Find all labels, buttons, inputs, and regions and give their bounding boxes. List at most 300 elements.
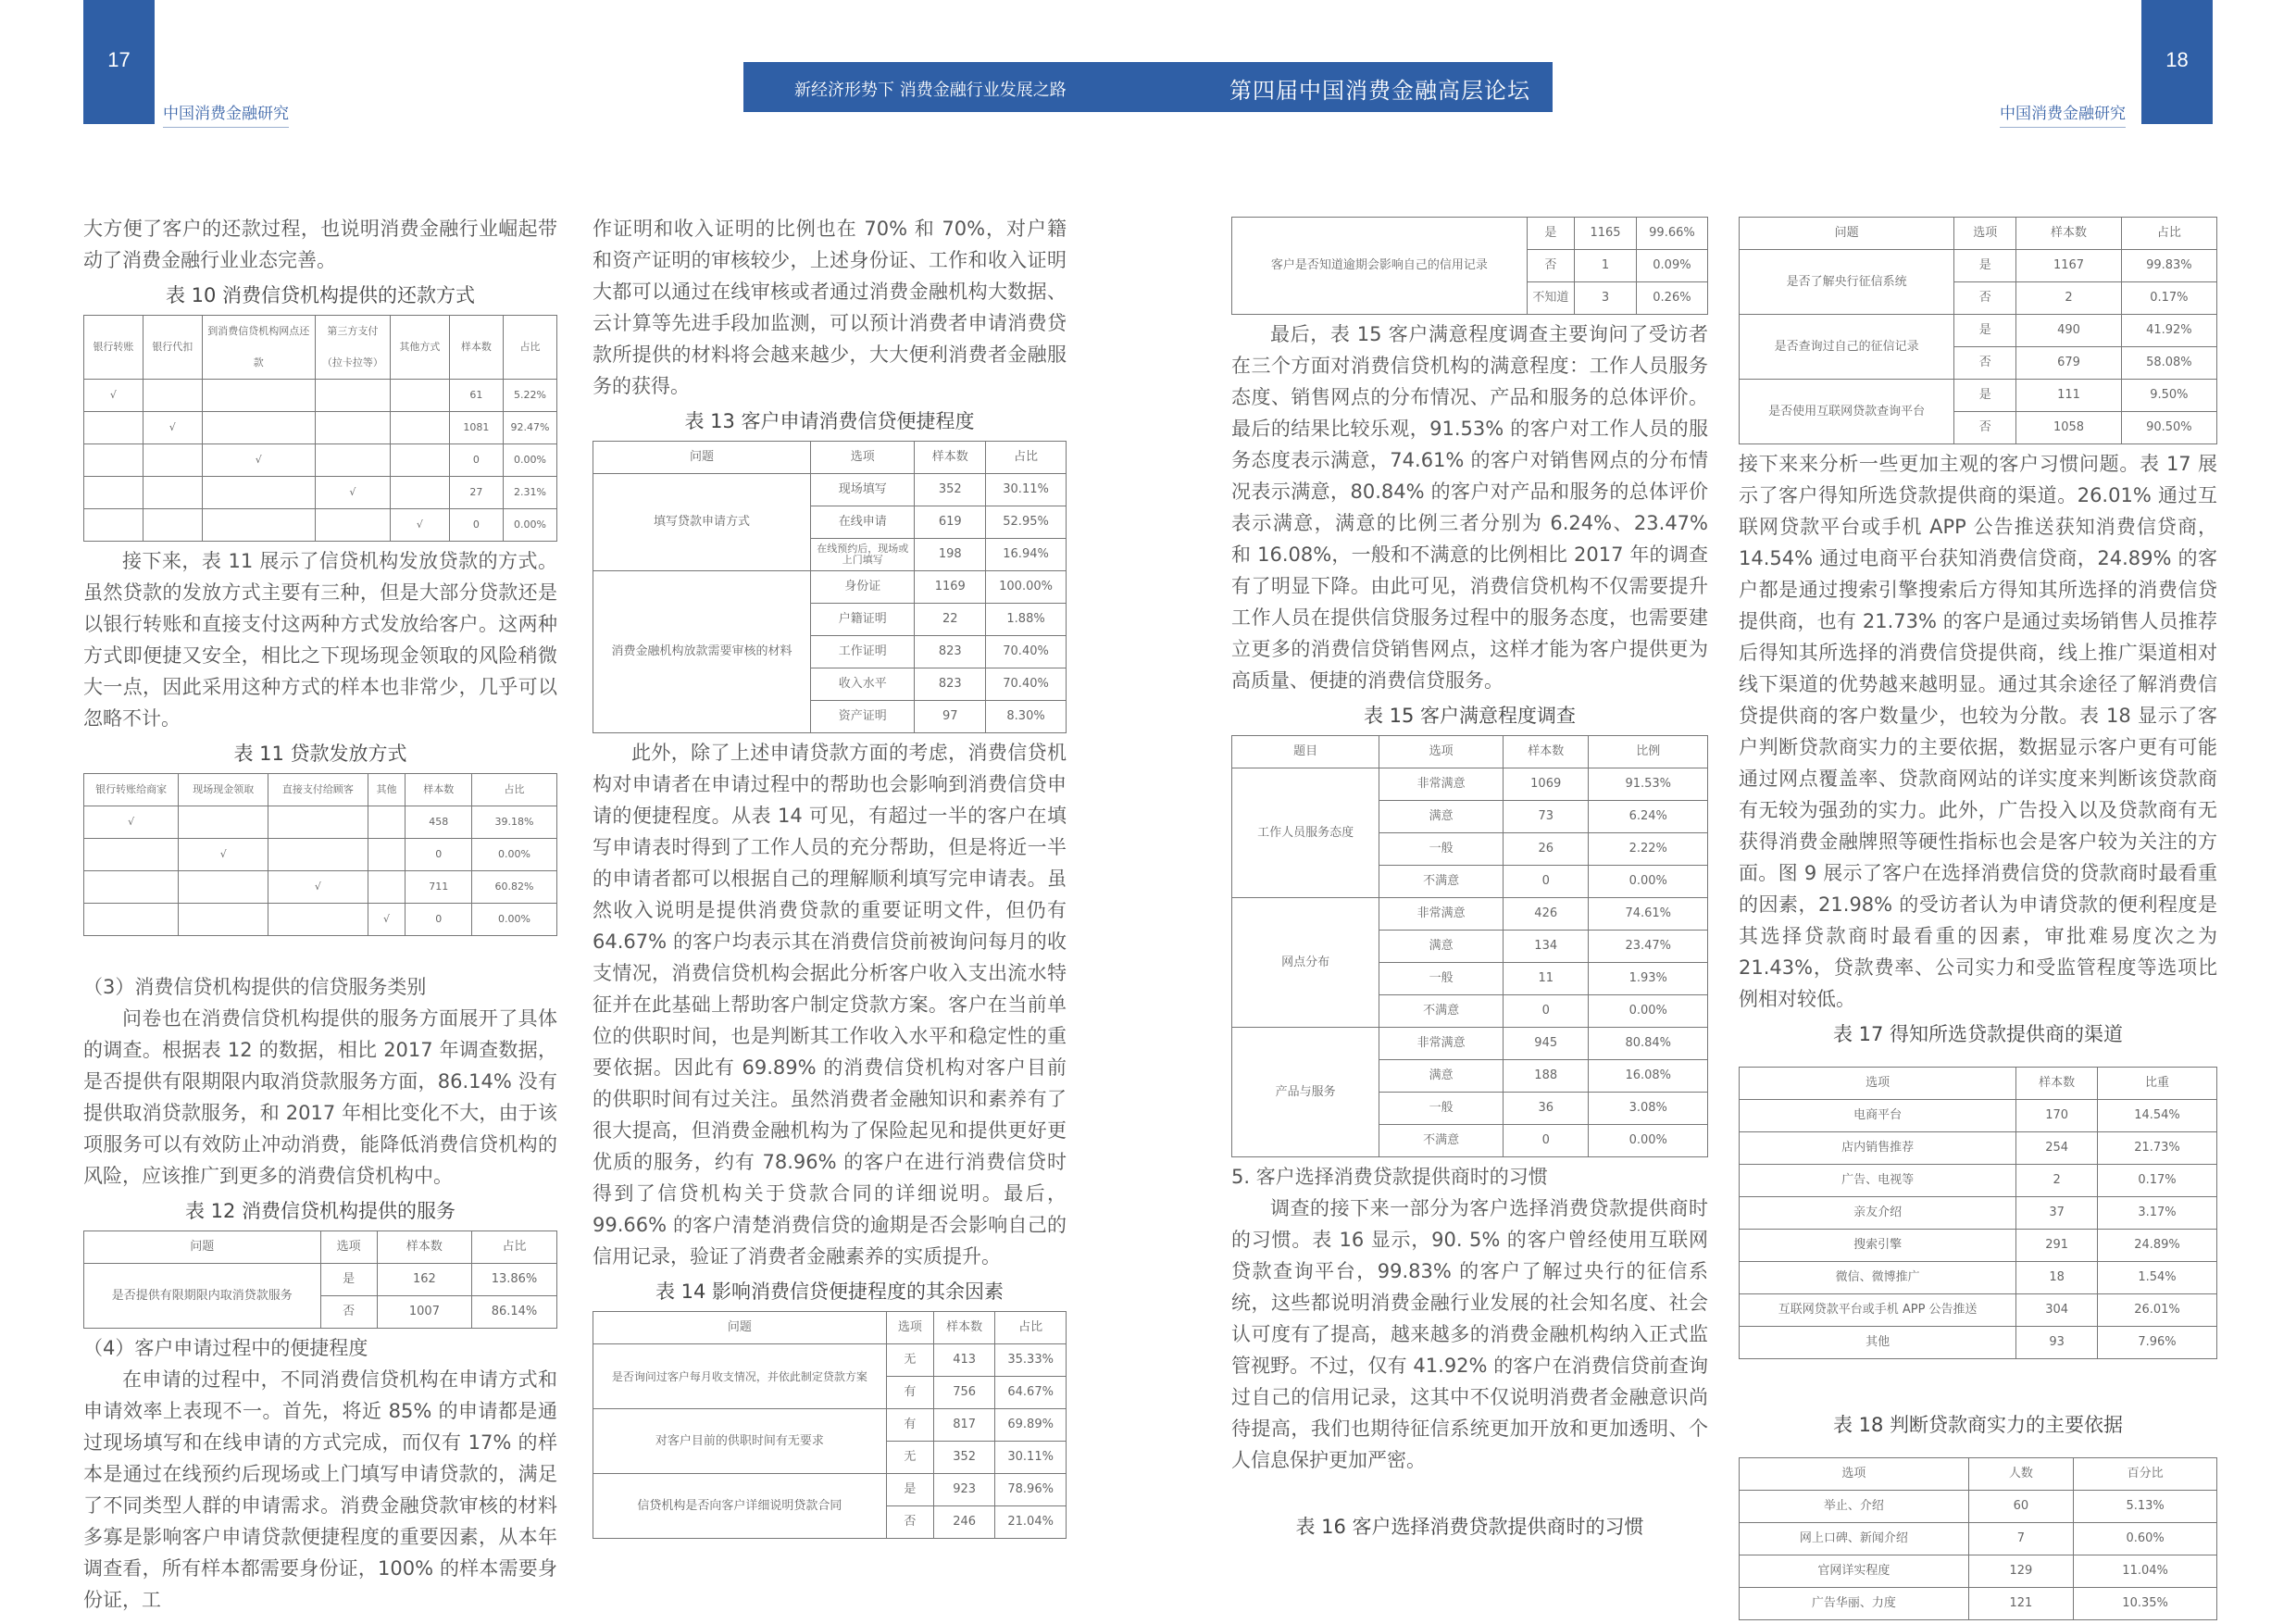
table-cell: 413 [933, 1344, 994, 1377]
table-row [84, 806, 557, 839]
table-cell: 923 [933, 1474, 994, 1506]
table-header: 选项 [1740, 1458, 1969, 1491]
table-cell: 在线申请 [811, 506, 915, 539]
table-cell: 广告华丽、力度 [1740, 1588, 1969, 1620]
table-15-title: 表 15 客户满意程度调查 [1363, 705, 1577, 727]
table-cell: 80.84% [1589, 1028, 1708, 1060]
brand-left: 中国消费金融研究 [163, 100, 289, 128]
table-cell: 711 [406, 871, 472, 904]
table-cell: 78.96% [995, 1474, 1067, 1506]
table-cell: √ [268, 871, 368, 904]
table-header: 选项 [1379, 736, 1504, 768]
table-cell: 0 [1503, 995, 1589, 1028]
table-header: 银行转账给商家 [84, 774, 179, 806]
table-14-title: 表 14 影响消费信贷便捷程度的其余因素 [655, 1280, 1004, 1303]
table-row [593, 474, 1067, 506]
table-cell [315, 412, 390, 444]
table-15 [1231, 735, 1708, 1157]
table-cell: 否 [1527, 250, 1574, 282]
table-cell: 是否提供有限期限内取消贷款服务 [84, 1264, 321, 1329]
table-cell: 619 [915, 506, 986, 539]
table-cell: 426 [1503, 898, 1589, 931]
paragraph: 接下来，表 11 展示了信贷机构发放贷款的方式。虽然贷款的发放方式主要有三种，但是大部分贷款还是以银行转账和直接支付这两种方式发放给客户。这两种方式即便捷又安全，相比之下现场现金领取的风险稍微大一点，因此采用这种方式的样本也非常少，几乎可以忽略不计。 [83, 550, 557, 730]
column-2 [593, 213, 1067, 1543]
table-cell [179, 871, 268, 904]
table-cell: 有 [886, 1377, 933, 1409]
table-cell: 5.13% [2074, 1491, 2217, 1523]
paragraph: 在申请的过程中，不同消费信贷机构在申请方式和申请效率上表现不一。首先，将近 85% 的申请都是通过现场填写和在线申请的方式完成，而仅有 17% 的样本是通过在线预约后现场或上门填写申请贷款的，满足了不同类型人群的申请需求。消费金融贷款审核的材料多寡是影响客户申请贷款便捷程度的重要因素，从本年调查看，所有样本都需要身份证，100% 的样本需要身份证，工 [83, 1368, 557, 1611]
table-cell: 一般 [1379, 963, 1504, 995]
table-cell: 0 [449, 444, 503, 477]
table-cell: 搜索引擎 [1740, 1230, 2016, 1262]
table-cell: 否 [1954, 412, 2016, 444]
table-cell: 是 [1954, 250, 2016, 282]
table-cell [143, 477, 202, 509]
table-header: 占比 [472, 1231, 557, 1264]
table-cell [84, 477, 144, 509]
table-cell: 无 [886, 1442, 933, 1474]
header-banner [743, 62, 1553, 112]
table-cell: 111 [2016, 380, 2122, 412]
table-cell: 99.83% [2121, 250, 2216, 282]
table-cell: 823 [915, 636, 986, 668]
table-cell: 26 [1503, 833, 1589, 866]
table-cell: 是否了解央行征信系统 [1740, 250, 1954, 315]
table-cell: 170 [2016, 1100, 2098, 1132]
table-cell: √ [368, 904, 406, 936]
table-header: 占比 [995, 1312, 1067, 1344]
table-cell: 1169 [915, 571, 986, 604]
table-cell: 188 [1503, 1060, 1589, 1093]
table-row [593, 1409, 1067, 1442]
table-12 [83, 1230, 557, 1329]
table-12-title: 表 12 消费信贷机构提供的服务 [184, 1200, 456, 1222]
paragraph: 接下来来分析一些更加主观的客户习惯问题。表 17 展示了客户得知所选贷款提供商的渠道。26.01% 通过互联网贷款平台或手机 APP 公告推送获知消费信贷商，14.54% 通过电商平台获知消费信贷商，24.89% 的客户都是通过搜索引擎搜索后方得知其所选择的消费信贷提供商，也有 21.73% 的客户是通过卖场销售人员推荐后得知其所选择的消费信贷提供商，线上推广渠道相对线下渠道的优势越来越明显。通过其余途径了解消费信贷提供商的客户数量少，也较为分散。表 18 显示了客户判断贷款商实力的主要依据，数据显示客户更有可能通过网点覆盖率、贷款商网站的详实度来判断该贷款商有无较为强劲的实力。此外，广告投入以及贷款商有无获得消费金融牌照等硬性指标也会是客户较为关注的方面。图 9 展示了客户在选择消费信贷的贷款商时最看重的因素，21.98% 的受访者认为申请贷款的便利程度是其选择贷款商时最看重的因素，审批难易度次之为 21.43%，贷款费率、公司实力和受监管程度等选项比例相对较低。 [1739, 453, 2217, 1010]
table-cell: 0 [406, 839, 472, 871]
table-cell: 254 [2016, 1132, 2098, 1165]
table-cell: 3.17% [2097, 1197, 2216, 1230]
table-cell: √ [84, 806, 179, 839]
table-cell: 电商平台 [1740, 1100, 2016, 1132]
table-cell [368, 839, 406, 871]
table-header: 题目 [1232, 736, 1379, 768]
section-heading: 5. 客户选择消费贷款提供商时的习惯 [1231, 1166, 1548, 1188]
section-heading: （4）客户申请过程中的便捷程度 [83, 1337, 368, 1359]
table-14 [593, 1311, 1067, 1539]
table-cell: 756 [933, 1377, 994, 1409]
table-cell: 非常满意 [1379, 768, 1504, 801]
table-cell: 817 [933, 1409, 994, 1442]
table-cell: 13.86% [472, 1264, 557, 1296]
table-cell: 6.24% [1589, 801, 1708, 833]
table-header: 选项 [886, 1312, 933, 1344]
table-cell: 0 [1503, 866, 1589, 898]
table-13 [593, 441, 1067, 733]
table-cell: 工作人员服务态度 [1232, 768, 1379, 898]
table-row [1740, 1165, 2217, 1197]
table-cell: 网点分布 [1232, 898, 1379, 1028]
table-cell: 非常满意 [1379, 898, 1504, 931]
table-cell: 是 [1954, 315, 2016, 347]
table-cell: 246 [933, 1506, 994, 1539]
table-cell [390, 380, 449, 412]
table-header: 问题 [84, 1231, 321, 1264]
table-cell: 对客户目前的供职时间有无要求 [593, 1409, 887, 1474]
table-cell: 23.47% [1589, 931, 1708, 963]
table-cell: 93 [2016, 1327, 2098, 1359]
table-cell [315, 509, 390, 542]
table-row [1740, 1588, 2217, 1620]
table-cell: 0.00% [1589, 1125, 1708, 1157]
table-header: 占比 [986, 442, 1067, 474]
table-cell [390, 477, 449, 509]
table-row [593, 1474, 1067, 1506]
table-cell [202, 477, 315, 509]
table-cell: 是 [1527, 218, 1574, 250]
table-cell [268, 839, 368, 871]
table-cell [390, 444, 449, 477]
table-cell: 产品与服务 [1232, 1028, 1379, 1157]
table-cell [315, 380, 390, 412]
table-row [84, 412, 557, 444]
table-header: 占比 [471, 774, 556, 806]
table-cell: 92.47% [503, 412, 556, 444]
table-cell: 0.60% [2074, 1523, 2217, 1555]
table-row [1740, 1230, 2217, 1262]
table-cell: 1.54% [2097, 1262, 2216, 1294]
table-cell: 3 [1575, 282, 1637, 315]
table-header: 样本数 [915, 442, 986, 474]
table-cell: 是否使用互联网贷款查询平台 [1740, 380, 1954, 444]
table-cell: 22 [915, 604, 986, 636]
table-row [1740, 1100, 2217, 1132]
table-cell: 16.08% [1589, 1060, 1708, 1093]
section-heading: （3）消费信贷机构提供的信贷服务类别 [83, 976, 427, 998]
table-header: 其他 [368, 774, 406, 806]
table-cell: 互联网贷款平台或手机 APP 公告推送 [1740, 1294, 2016, 1327]
table-cell: 91.53% [1589, 768, 1708, 801]
table-cell: 11.04% [2074, 1555, 2217, 1588]
table-cell [179, 806, 268, 839]
table-header: 样本数 [1503, 736, 1589, 768]
table-cell: 1069 [1503, 768, 1589, 801]
table-row [1740, 1523, 2217, 1555]
table-cell: 70.40% [986, 668, 1067, 701]
table-cell: 满意 [1379, 931, 1504, 963]
table-cell: 60.82% [471, 871, 556, 904]
table-11-title: 表 11 贷款发放方式 [233, 743, 407, 765]
table-cell: 304 [2016, 1294, 2098, 1327]
table-cell [84, 904, 179, 936]
table-row [1740, 250, 2217, 282]
paragraph: 此外，除了上述申请贷款方面的考虑，消费信贷机构对申请者在申请过程中的帮助也会影响到消费信贷申请的便捷程度。从表 14 可见，有超过一半的客户在填写申请表时得到了工作人员的充分帮助，但是将近一半的申请者都可以根据自己的理解顺利填写完申请表。虽然收入说明是提供消费贷款的重要证明文件，但仍有 64.67% 的客户均表示其在消费信贷前被询问每月的收支情况，消费信贷机构会据此分析客户收入支出流水特征并在此基础上帮助客户制定贷款方案。客户在当前单位的供职时间，也是判断其工作收入水平和稳定性的重要依据。因此有 69.89% 的消费信贷机构对客户目前的供职时间有过关注。虽然消费者金融知识和素养有了很大提高，但消费金融机构为了保险起见和提供更好更优质的服务，约有 78.96% 的客户在进行消费信贷时得到了信贷机构关于贷款合同的详细说明。最后，99.66% 的客户清楚消费信贷的逾期是否会影响自己的信用记录，验证了消费者金融素养的实质提升。 [593, 742, 1067, 1268]
paragraph: 作证明和收入证明的比例也在 70% 和 70%，对户籍和资产证明的审核较少，上述身份证、工作和收入证明大都可以通过在线审核或者通过消费金融机构大数据、云计算等先进手段加监测，可以预计消费者申请消费贷款所提供的材料将会越来越少，大大便利消费者金融服务的获得。 [593, 218, 1067, 397]
table-cell: 490 [2016, 315, 2122, 347]
table-10-title: 表 10 消费信贷机构提供的还款方式 [165, 284, 476, 306]
table-row [84, 509, 557, 542]
table-cell: √ [179, 839, 268, 871]
table-cell: 291 [2016, 1230, 2098, 1262]
table-header: 样本数 [449, 316, 503, 380]
table-header: 比例 [1589, 736, 1708, 768]
table-row [84, 871, 557, 904]
table-row [1232, 1028, 1708, 1060]
table-header: 选项 [811, 442, 915, 474]
banner-subtitle: 新经济形势下 消费金融行业发展之路 [794, 81, 1067, 100]
table-16 [1739, 217, 2217, 444]
table-row [1232, 218, 1708, 250]
table-header: 占比 [503, 316, 556, 380]
column-1 [83, 213, 557, 1616]
table-cell [84, 444, 144, 477]
table-cell: 73 [1503, 801, 1589, 833]
table-cell: 是否查询过自己的征信记录 [1740, 315, 1954, 380]
table-cell: 户籍证明 [811, 604, 915, 636]
table-row [1740, 315, 2217, 347]
table-cell: 满意 [1379, 801, 1504, 833]
table-cell: 无 [886, 1344, 933, 1377]
table-cell: 5.22% [503, 380, 556, 412]
table-cell: 否 [1954, 347, 2016, 380]
table-header: 直接支付给顾客 [268, 774, 368, 806]
table-cell: 广告、电视等 [1740, 1165, 2016, 1197]
table-cell: 填写贷款申请方式 [593, 474, 811, 571]
table-cell: 在线预约后，现场或上门填写 [811, 539, 915, 571]
table-row [1740, 380, 2217, 412]
table-cell: 1165 [1575, 218, 1637, 250]
table-cell [84, 509, 144, 542]
table-cell: 11 [1503, 963, 1589, 995]
table-cell: 1.93% [1589, 963, 1708, 995]
table-cell: 0.00% [1589, 866, 1708, 898]
table-18 [1739, 1457, 2217, 1620]
table-header: 到消费信贷机构网点还款 [202, 316, 315, 380]
table-cell: 不满意 [1379, 1125, 1504, 1157]
table-cell: 是否询问过客户每月收支情况，并依此制定贷款方案 [593, 1344, 887, 1409]
table-cell: 官网详实程度 [1740, 1555, 1969, 1588]
table-row [84, 477, 557, 509]
table-cell: 举止、介绍 [1740, 1491, 1969, 1523]
table-cell [84, 839, 179, 871]
table-cell: 679 [2016, 347, 2122, 380]
table-header: 样本数 [2016, 1068, 2098, 1100]
table-cell: 90.50% [2121, 412, 2216, 444]
table-cell [390, 412, 449, 444]
table-cell: 39.18% [471, 806, 556, 839]
table-cell: 24.89% [2097, 1230, 2216, 1262]
table-row [1232, 768, 1708, 801]
table-row [1740, 1262, 2217, 1294]
table-cell: 41.92% [2121, 315, 2216, 347]
table-cell [268, 806, 368, 839]
table-cell: 微信、微博推广 [1740, 1262, 2016, 1294]
table-cell: 0.00% [471, 904, 556, 936]
brand-right: 中国消费金融研究 [2000, 100, 2126, 128]
table-header: 其他方式 [390, 316, 449, 380]
table-row [1740, 1555, 2217, 1588]
table-16-title: 表 16 客户选择消费贷款提供商时的习惯 [1295, 1516, 1644, 1538]
table-cell: 网上口碑、新闻介绍 [1740, 1523, 1969, 1555]
table-cell: 是 [1954, 380, 2016, 412]
column-4 [1739, 217, 2217, 1624]
table-cell: 16.94% [986, 539, 1067, 571]
table-header: 问题 [593, 442, 811, 474]
table-header: 银行代扣 [143, 316, 202, 380]
table-cell [368, 806, 406, 839]
table-cell: 69.89% [995, 1409, 1067, 1442]
table-cell: 是 [886, 1474, 933, 1506]
table-cell: 823 [915, 668, 986, 701]
table-cell: 是 [320, 1264, 377, 1296]
table-cell: 现场填写 [811, 474, 915, 506]
table-cell: 不满意 [1379, 995, 1504, 1028]
table-cell: 61 [449, 380, 503, 412]
table-cell: 消费金融机构放款需要审核的材料 [593, 571, 811, 733]
table-cell: 否 [886, 1506, 933, 1539]
table-cell [202, 412, 315, 444]
table-cell: 工作证明 [811, 636, 915, 668]
table-cell: 9.50% [2121, 380, 2216, 412]
banner-title: 第四届中国消费金融高层论坛 [1229, 78, 1530, 104]
table-cell: 1167 [2016, 250, 2122, 282]
table-header: 选项 [1954, 218, 2016, 250]
table-cell [143, 444, 202, 477]
table-cell: 0.00% [1589, 995, 1708, 1028]
table-cell: 否 [320, 1296, 377, 1329]
table-cell: 8.30% [986, 701, 1067, 733]
table-cell: 1.88% [986, 604, 1067, 636]
table-cell [315, 444, 390, 477]
table-cell: 满意 [1379, 1060, 1504, 1093]
table-row [84, 444, 557, 477]
table-header: 现场现金领取 [179, 774, 268, 806]
table-cell: 35.33% [995, 1344, 1067, 1377]
table-cell: 458 [406, 806, 472, 839]
table-row [1740, 1327, 2217, 1359]
table-cell: 亲友介绍 [1740, 1197, 2016, 1230]
page-number-right: 18 [2141, 0, 2213, 124]
table-cell: 0 [406, 904, 472, 936]
table-18-title: 表 18 判断贷款商实力的主要依据 [1832, 1414, 2124, 1436]
table-cell: 7 [1968, 1523, 2074, 1555]
table-cell: 3.08% [1589, 1093, 1708, 1125]
table-row [1740, 1197, 2217, 1230]
table-cell: 14.54% [2097, 1100, 2216, 1132]
table-header: 占比 [2121, 218, 2216, 250]
column-3 [1231, 217, 1708, 1546]
table-row [1740, 1294, 2217, 1327]
table-cell [84, 412, 144, 444]
paragraph: 最后，表 15 客户满意程度调查主要询问了受访者在三个方面对消费信贷机构的满意程度：工作人员服务态度、销售网点的分布情况、产品和服务的总体评价。最后的结果比较乐观，91.53% 的客户对工作人员的服务态度表示满意，74.61% 的客户对销售网点的分布情况表示满意，80.84% 的客户对产品和服务的总体评价表示满意，满意的比例三者分别为 6.24%、23.47% 和 16.08%，一般和不满意的比例相比 2017 年的调查有了明显下降。由此可见，消费信贷机构不仅需要提升工作人员在提供信贷服务过程中的服务态度，也需要建立更多的消费信贷销售网点，这样才能为客户提供更为高质量、便捷的消费信贷服务。 [1231, 323, 1708, 692]
table-row [84, 1264, 557, 1296]
table-cell: 64.67% [995, 1377, 1067, 1409]
table-cell: 非常满意 [1379, 1028, 1504, 1060]
table-cell: √ [390, 509, 449, 542]
table-cell: 0.00% [503, 509, 556, 542]
table-10 [83, 315, 557, 542]
table-header: 样本数 [406, 774, 472, 806]
table-cell: 否 [1954, 282, 2016, 315]
table-cell: 30.11% [995, 1442, 1067, 1474]
table-cell: 134 [1503, 931, 1589, 963]
table-header: 样本数 [2016, 218, 2122, 250]
table-cell: 18 [2016, 1262, 2098, 1294]
table-row [84, 904, 557, 936]
table-cell: 70.40% [986, 636, 1067, 668]
table-row [593, 1344, 1067, 1377]
table-cell: 0.00% [503, 444, 556, 477]
paragraph: 调查的接下来一部分为客户选择消费贷款提供商时的习惯。表 16 显示，90. 5% 的客户曾经使用互联网贷款查询平台，99.83% 的客户了解过央行的征信系统，这些都说明消费金融行业发展的社会知名度、社会认可度有了提高，越来越多的消费金融机构纳入正式监管视野。不过，仅有 41.92% 的客户在消费信贷前查询过自己的信用记录，这其中不仅说明消费者金融意识尚待提高，我们也期待征信系统更加开放和更加透明、个人信息保护更加严密。 [1231, 1197, 1708, 1471]
table-cell [202, 380, 315, 412]
table-cell: 121 [1968, 1588, 2074, 1620]
table-row [1232, 898, 1708, 931]
table-cell: 2.22% [1589, 833, 1708, 866]
table-cell: 352 [933, 1442, 994, 1474]
table-11 [83, 773, 557, 936]
table-cell: 1081 [449, 412, 503, 444]
table-header: 银行转账 [84, 316, 144, 380]
table-cell: 100.00% [986, 571, 1067, 604]
table-cell: 其他 [1740, 1327, 2016, 1359]
table-17-title: 表 17 得知所选贷款提供商的渠道 [1832, 1023, 2124, 1045]
table-cell: 2 [2016, 1165, 2098, 1197]
table-cell: 0.17% [2121, 282, 2216, 315]
table-cell: 21.04% [995, 1506, 1067, 1539]
table-row [593, 571, 1067, 604]
table-cell: 58.08% [2121, 347, 2216, 380]
table-cell: 店内销售推荐 [1740, 1132, 2016, 1165]
table-cell: 0.17% [2097, 1165, 2216, 1197]
table-cell: 有 [886, 1409, 933, 1442]
table-cell: √ [315, 477, 390, 509]
table-cell: 26.01% [2097, 1294, 2216, 1327]
table-cell: 162 [377, 1264, 471, 1296]
table-14-continued [1231, 217, 1708, 315]
paragraph: 大方便了客户的还款过程，也说明消费金融行业崛起带动了消费金融行业业态完善。 [83, 218, 557, 271]
table-cell: 收入水平 [811, 668, 915, 701]
table-header: 选项 [1740, 1068, 2016, 1100]
table-header: 问题 [593, 1312, 887, 1344]
table-13-title: 表 13 客户申请消费信贷便捷程度 [684, 410, 975, 432]
page-number-left: 17 [83, 0, 155, 124]
table-cell: √ [84, 380, 144, 412]
table-cell [202, 509, 315, 542]
table-cell: 30.11% [986, 474, 1067, 506]
table-cell: 1007 [377, 1296, 471, 1329]
table-cell: 一般 [1379, 833, 1504, 866]
table-cell: 198 [915, 539, 986, 571]
table-cell [143, 509, 202, 542]
table-cell [84, 871, 179, 904]
table-cell: 99.66% [1636, 218, 1707, 250]
table-header: 第三方支付（拉卡拉等） [315, 316, 390, 380]
table-cell: 36 [1503, 1093, 1589, 1125]
table-17 [1739, 1067, 2217, 1359]
table-header: 样本数 [933, 1312, 994, 1344]
table-cell: 不满意 [1379, 866, 1504, 898]
table-cell: 352 [915, 474, 986, 506]
table-cell: 0.26% [1636, 282, 1707, 315]
table-cell: 1058 [2016, 412, 2122, 444]
table-cell: 37 [2016, 1197, 2098, 1230]
table-cell: 97 [915, 701, 986, 733]
table-cell: 信贷机构是否向客户详细说明贷款合同 [593, 1474, 887, 1539]
table-header: 比重 [2097, 1068, 2216, 1100]
table-row [1740, 1132, 2217, 1165]
table-cell [368, 871, 406, 904]
table-cell: 不知道 [1527, 282, 1574, 315]
paragraph: 问卷也在消费信贷机构提供的服务方面展开了具体的调查。根据表 12 的数据，相比 2017 年调查数据，是否提供有限期限内取消贷款服务方面，86.14% 没有提供取消贷款服务，和 2017 年相比变化不大，由于该项服务可以有效防止冲动消费，能降低消费信贷机构的风险，应该推广到更多的消费信贷机构中。 [83, 1007, 557, 1187]
